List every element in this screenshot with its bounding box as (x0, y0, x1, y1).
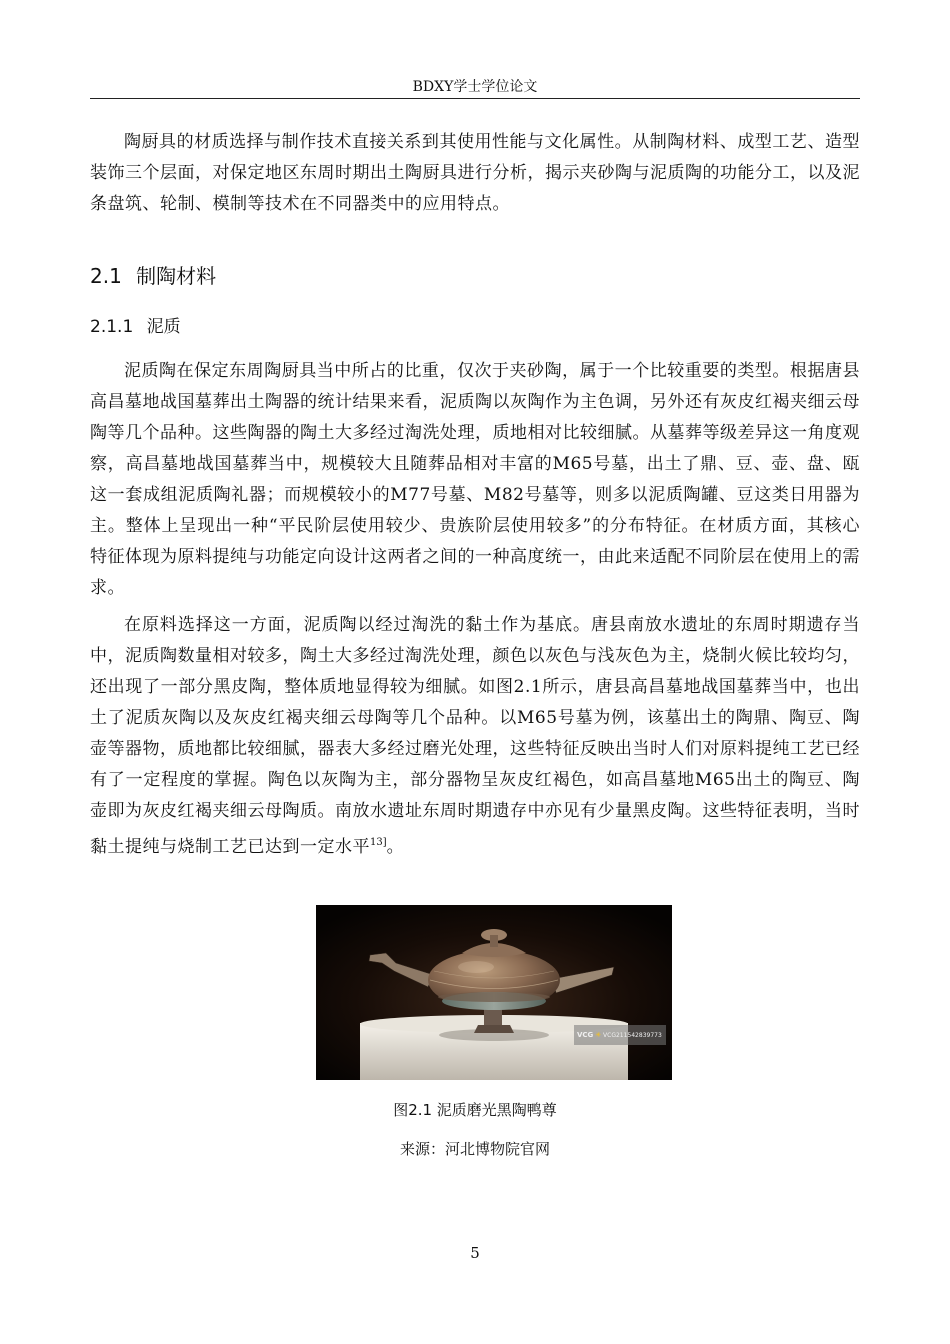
page-number: 5 (470, 1244, 480, 1262)
subsection-number: 2.1.1 (90, 317, 134, 337)
body-paragraph-2-end: 。 (386, 837, 405, 857)
section-title: 制陶材料 (136, 264, 217, 288)
figure-caption: 图2.1 泥质磨光黑陶鸭尊 (393, 1101, 557, 1119)
section-heading (90, 262, 216, 290)
intro-paragraph: 陶厨具的材质选择与制作技术直接关系到其使用性能与文化属性。从制陶材料、成型工艺、造型装饰三个层面，对保定地区东周时期出土陶厨具进行分析，揭示夹砂陶与泥质陶的功能分工，以及泥条盘筑、轮制、模制等技术在不同器类中的应用特点。 (90, 132, 860, 214)
watermark-id: VCG211542839773 (603, 1032, 662, 1039)
watermark-logo-icon: ✳ (595, 1031, 602, 1039)
figure-source: 来源：河北博物院官网 (399, 1140, 550, 1158)
body-paragraph-2 (90, 610, 860, 863)
watermark (574, 1025, 666, 1045)
figure-duck-zun-photo (316, 905, 672, 1080)
running-header: BDXY学士学位论文 (412, 79, 538, 95)
header-rule (90, 98, 860, 99)
body-paragraph-1: 泥质陶在保定东周陶厨具当中所占的比重，仅次于夹砂陶，属于一个比较重要的类型。根据唐县高昌墓地战国墓葬出土陶器的统计结果来看，泥质陶以灰陶作为主色调，另外还有灰皮红褐夹细云母陶等几个品种。这些陶器的陶土大多经过淘洗处理，质地相对比较细腻。从墓葬等级差异这一角度观察，高昌墓地战国墓葬当中，规模较大且随葬品相对丰富的M65号墓，出土了鼎、豆、壶、盘、瓯这一套成组泥质陶礼器；而规模较小的M77号墓、M82号墓等，则多以泥质陶罐、豆这类日用器为主。整体上呈现出一种“平民阶层使用较少、贵族阶层使用较多”的分布特征。在材质方面，其核心特征体现为原料提纯与功能定向设计这两者之间的一种高度统一，由此来适配不同阶层在使用上的需求。 (90, 361, 860, 598)
subsection-title: 泥质 (146, 317, 181, 337)
citation-reference: 13] (370, 837, 387, 848)
subsection-heading (90, 314, 181, 340)
body-paragraph-2-text: 在原料选择这一方面，泥质陶以经过淘洗的黏土作为基底。唐县南放水遗址的东周时期遗存当中，泥质陶数量相对较多，陶土大多经过淘洗处理，颜色以灰色与浅灰色为主，烧制火候比较均匀，还出现了一部分黑皮陶，整体质地显得较为细腻。如图2.1所示，唐县高昌墓地战国墓葬当中，也出土了泥质灰陶以及灰皮红褐夹细云母陶等几个品种。以M65号墓为例，该墓出土的陶鼎、陶豆、陶壶等器物，质地都比较细腻，器表大多经过磨光处理，这些特征反映出当时人们对原料提纯工艺已经有了一定程度的掌握。陶色以灰陶为主，部分器物呈灰皮红褐色，如高昌墓地M65出土的陶豆、陶壶即为灰皮红褐夹细云母陶质。南放水遗址东周时期遗存中亦见有少量黑皮陶。这些特征表明，当时黏土提纯与烧制工艺已达到一定水平 (90, 615, 860, 857)
section-number: 2.1 (90, 264, 122, 288)
duck-zun-image (316, 905, 672, 1080)
watermark-brand: VCG (577, 1031, 594, 1039)
